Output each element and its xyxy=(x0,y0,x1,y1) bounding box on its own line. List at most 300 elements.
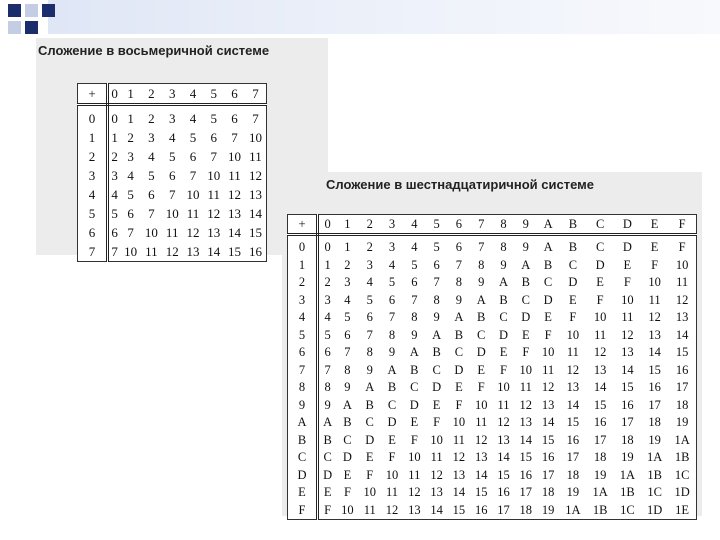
sum-cell: F xyxy=(455,397,463,412)
sum-cell: 12 xyxy=(452,450,466,464)
sum-cell: 7 xyxy=(388,310,396,324)
sum-cell: 9 xyxy=(478,275,485,289)
sum-cell: 10 xyxy=(124,244,138,259)
sum-cell: 10 xyxy=(566,327,580,342)
sum-cell: 7 xyxy=(366,327,373,342)
sum-cell: 12 xyxy=(593,345,607,359)
sum-cell: 14 xyxy=(621,362,634,377)
sum-cell: 5 xyxy=(366,292,373,307)
sum-cell: 2 xyxy=(324,275,331,289)
column-header-cell: 2 xyxy=(141,84,162,105)
sum-cell: 3 xyxy=(111,168,118,183)
row-header-cell: B xyxy=(288,431,318,449)
sum-cell: C xyxy=(454,345,464,359)
sum-cell: 7 xyxy=(168,187,176,202)
sum-cell: 7 xyxy=(324,362,331,377)
sum-cell: C xyxy=(543,275,553,289)
sum-cell: F xyxy=(343,485,351,499)
sum-cell: 10 xyxy=(144,225,158,240)
sum-cell: 12 xyxy=(430,467,443,482)
sum-cell: 12 xyxy=(541,380,555,394)
sum-cell: 10 xyxy=(408,450,421,464)
sum-cell: 14 xyxy=(207,244,221,259)
sum-cell: B xyxy=(477,310,486,324)
sum-cell: E xyxy=(544,310,552,324)
sum-cell: 1C xyxy=(647,485,662,499)
table-row xyxy=(78,128,267,147)
sum-cell: 4 xyxy=(411,240,418,254)
sum-cell: A xyxy=(476,292,486,307)
sum-cell: D xyxy=(476,345,486,359)
table-row xyxy=(288,361,697,379)
sum-cell: 16 xyxy=(248,244,262,259)
sum-cell: 19 xyxy=(675,415,689,429)
sum-cell: 1A xyxy=(619,467,636,482)
corner-plus-cell: + xyxy=(78,84,108,105)
sum-cell: 10 xyxy=(452,415,466,429)
sum-cell: 9 xyxy=(324,397,331,412)
header-bar xyxy=(48,0,720,34)
sum-cell: 12 xyxy=(207,206,221,221)
sum-cell: 9 xyxy=(522,240,529,254)
sum-cell: E xyxy=(323,485,332,499)
sum-cell: 2 xyxy=(148,111,155,126)
sum-cell: 8 xyxy=(500,240,507,254)
sum-cell: 14 xyxy=(675,327,689,342)
column-header-cell: 2 xyxy=(359,215,381,235)
row-header-cell: 6 xyxy=(288,344,318,362)
sum-cell: D xyxy=(409,397,419,412)
sum-cell: 16 xyxy=(566,432,580,447)
sum-cell: 11 xyxy=(519,380,532,394)
header-row xyxy=(288,215,697,235)
sum-cell: E xyxy=(343,467,352,482)
sum-cell: 10 xyxy=(430,432,443,447)
sum-cell: C xyxy=(343,432,352,447)
sum-cell: 2 xyxy=(344,257,351,272)
sum-cell: 7 xyxy=(344,345,351,359)
sum-cell: B xyxy=(543,257,553,272)
sum-cell: 1C xyxy=(674,467,690,482)
sum-cell: 15 xyxy=(474,485,488,499)
column-header-cell: C xyxy=(587,215,614,235)
row-header-cell: 7 xyxy=(288,361,318,379)
sum-cell: C xyxy=(521,292,530,307)
column-header-cell: B xyxy=(559,215,586,235)
column-header-cell: F xyxy=(668,215,696,235)
sum-cell: 3 xyxy=(324,292,331,307)
sum-cell: 11 xyxy=(386,485,399,499)
corner-plus-cell: + xyxy=(288,215,318,235)
sum-cell: 3 xyxy=(366,257,373,272)
sum-cell: 8 xyxy=(433,292,440,307)
sum-cell: 1B xyxy=(592,502,608,517)
sum-cell: 8 xyxy=(411,310,418,324)
sum-cell: 15 xyxy=(227,244,241,259)
sum-cell: 14 xyxy=(566,397,580,412)
sum-cell: B xyxy=(365,397,374,412)
sum-cell: F xyxy=(433,415,441,429)
sum-cell: 10 xyxy=(648,275,661,289)
sum-cell: 3 xyxy=(148,130,155,145)
sum-cell: 16 xyxy=(593,415,607,429)
sum-cell: 9 xyxy=(366,362,373,377)
sum-cell: 7 xyxy=(127,225,134,240)
sum-cell: 15 xyxy=(541,432,555,447)
sum-cell: 3 xyxy=(127,149,134,164)
sum-cell: E xyxy=(432,397,441,412)
table-row xyxy=(288,234,697,256)
sum-cell: E xyxy=(410,415,419,429)
sum-cell: 18 xyxy=(675,397,689,412)
column-header-cell: A xyxy=(537,215,559,235)
sum-cell: 7 xyxy=(189,168,197,183)
sum-cell: B xyxy=(387,380,397,394)
table-row xyxy=(288,414,697,432)
sum-cell: 6 xyxy=(189,149,197,164)
row-header-cell: E xyxy=(288,484,318,502)
column-header-cell: 7 xyxy=(470,215,492,235)
sum-cell: 15 xyxy=(648,362,661,377)
sum-cell: F xyxy=(477,380,485,394)
sum-cell: 10 xyxy=(385,467,399,482)
sum-cell: 12 xyxy=(385,502,399,517)
sum-cell: C xyxy=(323,450,332,464)
sum-cell: 6 xyxy=(366,310,373,324)
sum-cell: 19 xyxy=(648,432,661,447)
sum-cell: 1B xyxy=(620,485,635,499)
sum-cell: E xyxy=(455,380,463,394)
sum-cell: 7 xyxy=(252,111,259,126)
sum-cell: E xyxy=(388,432,396,447)
sum-cell: C xyxy=(499,310,508,324)
sum-cell: D xyxy=(432,380,442,394)
sum-cell: 2 xyxy=(366,240,373,254)
sum-cell: 7 xyxy=(148,206,155,221)
sum-cell: F xyxy=(569,310,577,324)
sum-cell: 17 xyxy=(566,450,580,464)
sum-cell: 13 xyxy=(207,225,221,240)
sum-cell: 11 xyxy=(145,244,158,259)
sum-cell: F xyxy=(500,362,507,377)
sum-cell: 7 xyxy=(433,275,440,289)
sum-cell: 7 xyxy=(411,292,418,307)
sum-cell: 13 xyxy=(452,467,466,482)
sum-cell: 17 xyxy=(621,415,634,429)
row-header-cell: 5 xyxy=(78,204,108,223)
sum-cell: E xyxy=(569,292,577,307)
sum-cell: 1 xyxy=(344,240,351,254)
sum-cell: E xyxy=(521,327,530,342)
column-header-cell: 9 xyxy=(515,215,537,235)
sum-cell: 6 xyxy=(210,130,217,145)
table-row xyxy=(288,501,697,519)
row-header-cell: 9 xyxy=(288,396,318,414)
column-header-cell: 4 xyxy=(183,84,204,105)
sum-cell: 10 xyxy=(227,149,241,164)
sum-cell: 5 xyxy=(411,257,418,272)
sum-cell: 16 xyxy=(474,502,488,517)
hex-title: Сложение в шестнадцатиричной системе xyxy=(326,177,594,192)
sum-cell: 14 xyxy=(452,485,466,499)
sum-cell: 11 xyxy=(566,345,579,359)
sum-cell: 1 xyxy=(324,257,331,272)
sum-cell: 5 xyxy=(344,310,351,324)
sum-cell: 8 xyxy=(344,362,351,377)
octal-addition-table xyxy=(77,83,267,262)
sum-cell: 18 xyxy=(621,432,634,447)
sum-cell: C xyxy=(410,380,419,394)
table-row xyxy=(288,379,697,397)
sum-cell: 17 xyxy=(541,467,555,482)
sum-cell: 6 xyxy=(455,240,463,254)
sum-cell: 3 xyxy=(344,275,351,289)
sum-cell: F xyxy=(366,467,374,482)
sum-cell: D xyxy=(342,450,352,464)
sum-cell: 1D xyxy=(674,485,690,499)
sum-cell: D xyxy=(365,432,375,447)
sum-cell: 6 xyxy=(324,345,331,359)
table-row xyxy=(288,326,697,344)
column-header-cell: 7 xyxy=(245,84,267,105)
column-header-cell: 4 xyxy=(403,215,425,235)
sum-cell: F xyxy=(544,327,552,342)
sum-cell: 7 xyxy=(210,149,217,164)
table-row xyxy=(78,204,267,223)
sum-cell: F xyxy=(410,432,418,447)
sum-cell: 13 xyxy=(186,244,200,259)
sum-cell: E xyxy=(477,362,486,377)
sum-cell: 9 xyxy=(411,327,418,342)
sum-cell: 13 xyxy=(497,432,510,447)
sum-cell: 12 xyxy=(621,327,634,342)
sum-cell: 6 xyxy=(433,257,440,272)
sum-cell: 6 xyxy=(148,187,155,202)
table-row xyxy=(78,166,267,185)
sum-cell: 10 xyxy=(541,345,555,359)
sum-cell: B xyxy=(499,292,508,307)
table-row xyxy=(288,309,697,327)
header-row xyxy=(78,84,267,105)
sum-cell: A xyxy=(323,415,333,429)
sum-cell: 12 xyxy=(519,397,533,412)
sum-cell: 6 xyxy=(411,275,418,289)
sum-cell: B xyxy=(343,415,352,429)
sum-cell: 10 xyxy=(621,292,634,307)
sum-cell: E xyxy=(623,257,632,272)
sum-cell: 10 xyxy=(207,168,221,183)
sum-cell: 1D xyxy=(646,502,663,517)
sum-cell: F xyxy=(596,292,604,307)
sum-cell: 13 xyxy=(248,187,262,202)
sum-cell: 12 xyxy=(474,432,488,447)
column-header-cell: 0 xyxy=(318,215,337,235)
sum-cell: 16 xyxy=(519,467,533,482)
row-header-cell: 3 xyxy=(288,291,318,309)
row-header-cell: 0 xyxy=(78,105,108,129)
sum-cell: 11 xyxy=(648,292,661,307)
sum-cell: D xyxy=(568,275,578,289)
sum-cell: 11 xyxy=(207,187,220,202)
sum-cell: F xyxy=(522,345,530,359)
sum-cell: A xyxy=(543,240,553,254)
sum-cell: 17 xyxy=(593,432,607,447)
sum-cell: 12 xyxy=(675,292,689,307)
sum-cell: 19 xyxy=(621,450,634,464)
column-header-cell: D xyxy=(614,215,641,235)
sum-cell: 9 xyxy=(344,380,351,394)
table-row xyxy=(288,466,697,484)
sum-cell: 9 xyxy=(388,345,396,359)
sum-cell: 13 xyxy=(430,485,443,499)
sum-cell: B xyxy=(521,275,530,289)
sum-cell: C xyxy=(477,327,486,342)
column-header-cell: 5 xyxy=(425,215,447,235)
sum-cell: 15 xyxy=(452,502,466,517)
hex-addition-table xyxy=(287,214,697,520)
column-header-cell: 3 xyxy=(162,84,183,105)
sum-cell: 12 xyxy=(248,168,262,183)
sum-cell: 1A xyxy=(592,485,608,499)
sum-cell: F xyxy=(324,502,332,517)
sum-cell: 8 xyxy=(455,275,463,289)
sum-cell: 11 xyxy=(497,397,510,412)
sum-cell: 16 xyxy=(675,362,689,377)
sum-cell: 8 xyxy=(478,257,485,272)
sum-cell: 7 xyxy=(111,244,118,259)
sum-cell: 4 xyxy=(189,111,197,126)
row-header-cell: 8 xyxy=(288,379,318,397)
sum-cell: D xyxy=(521,310,531,324)
column-header-cell: 1 xyxy=(336,215,358,235)
table-row xyxy=(78,223,267,242)
sum-cell: 17 xyxy=(519,485,533,499)
sum-cell: 9 xyxy=(455,292,463,307)
sum-cell: 11 xyxy=(186,206,200,221)
sum-cell: 12 xyxy=(186,225,200,240)
sum-cell: 5 xyxy=(388,275,396,289)
table-row xyxy=(288,291,697,309)
sum-cell: 14 xyxy=(541,415,555,429)
table-row xyxy=(288,484,697,502)
sum-cell: D xyxy=(454,362,464,377)
sum-cell: A xyxy=(454,310,464,324)
sum-cell: 10 xyxy=(474,397,488,412)
table-row xyxy=(288,449,697,467)
column-header-cell: 0 xyxy=(108,84,121,105)
sum-cell: 11 xyxy=(165,225,179,240)
sum-cell: F xyxy=(388,450,396,464)
sum-cell: 14 xyxy=(497,450,510,464)
sum-cell: 11 xyxy=(249,149,262,164)
row-header-cell: 5 xyxy=(288,326,318,344)
sum-cell: 13 xyxy=(227,206,241,221)
sum-cell: 12 xyxy=(497,415,510,429)
sum-cell: 11 xyxy=(228,168,241,183)
sum-cell: 16 xyxy=(541,450,555,464)
sum-cell: 14 xyxy=(474,467,488,482)
sum-cell: 0 xyxy=(324,240,331,254)
column-header-cell: 1 xyxy=(120,84,141,105)
sum-cell: 12 xyxy=(227,187,241,202)
row-header-cell: 1 xyxy=(288,256,318,274)
sum-cell: 17 xyxy=(497,502,510,517)
sum-cell: D xyxy=(595,257,605,272)
sum-cell: C xyxy=(432,362,441,377)
sum-cell: 18 xyxy=(566,467,580,482)
sum-cell: 11 xyxy=(408,467,421,482)
sum-cell: 5 xyxy=(168,149,176,164)
sum-cell: F xyxy=(651,257,659,272)
sum-cell: 7 xyxy=(478,240,485,254)
sum-cell: 15 xyxy=(621,380,634,394)
sum-cell: 5 xyxy=(148,168,155,183)
sum-cell: A xyxy=(387,362,397,377)
row-header-cell: 7 xyxy=(78,242,108,262)
sum-cell: B xyxy=(568,240,578,254)
sum-cell: 19 xyxy=(566,485,580,499)
row-header-cell: 6 xyxy=(78,223,108,242)
sum-cell: A xyxy=(521,257,531,272)
sum-cell: E xyxy=(365,450,374,464)
sum-cell: 15 xyxy=(566,415,580,429)
table-row xyxy=(78,147,267,166)
sum-cell: 15 xyxy=(593,397,607,412)
sum-cell: A xyxy=(409,345,419,359)
sum-cell: 11 xyxy=(363,502,376,517)
sum-cell: B xyxy=(323,432,332,447)
sum-cell: 4 xyxy=(324,310,331,324)
row-header-cell: 0 xyxy=(288,234,318,256)
sum-cell: 10 xyxy=(165,206,179,221)
row-header-cell: D xyxy=(288,466,318,484)
sum-cell: 10 xyxy=(519,362,533,377)
sum-cell: 11 xyxy=(430,450,443,464)
sum-cell: 10 xyxy=(675,257,689,272)
sum-cell: 11 xyxy=(676,275,689,289)
row-header-cell: 4 xyxy=(288,309,318,327)
row-header-cell: 4 xyxy=(78,185,108,204)
sum-cell: 13 xyxy=(519,415,533,429)
table-row xyxy=(288,431,697,449)
sum-cell: 7 xyxy=(455,257,463,272)
sum-cell: 5 xyxy=(111,206,118,221)
sum-cell: 10 xyxy=(186,187,200,202)
sum-cell: 1B xyxy=(647,467,662,482)
sum-cell: D xyxy=(498,327,509,342)
table-row xyxy=(288,274,697,292)
table-row xyxy=(78,185,267,204)
row-header-cell: 3 xyxy=(78,166,108,185)
column-header-cell: 5 xyxy=(203,84,224,105)
sum-cell: 6 xyxy=(344,327,351,342)
sum-cell: 14 xyxy=(430,502,443,517)
table-row xyxy=(78,242,267,262)
sum-cell: 1A xyxy=(646,450,663,464)
table-row xyxy=(288,256,697,274)
sum-cell: 2 xyxy=(127,130,134,145)
sum-cell: D xyxy=(543,292,553,307)
sum-cell: 13 xyxy=(593,362,607,377)
sum-cell: 9 xyxy=(500,257,507,272)
sum-cell: 5 xyxy=(210,111,217,126)
sum-cell: 12 xyxy=(165,244,179,259)
sum-cell: 4 xyxy=(111,187,118,202)
sum-cell: 13 xyxy=(648,327,661,342)
sum-cell: D xyxy=(323,467,333,482)
sum-cell: 3 xyxy=(168,111,176,126)
sum-cell: A xyxy=(498,275,509,289)
